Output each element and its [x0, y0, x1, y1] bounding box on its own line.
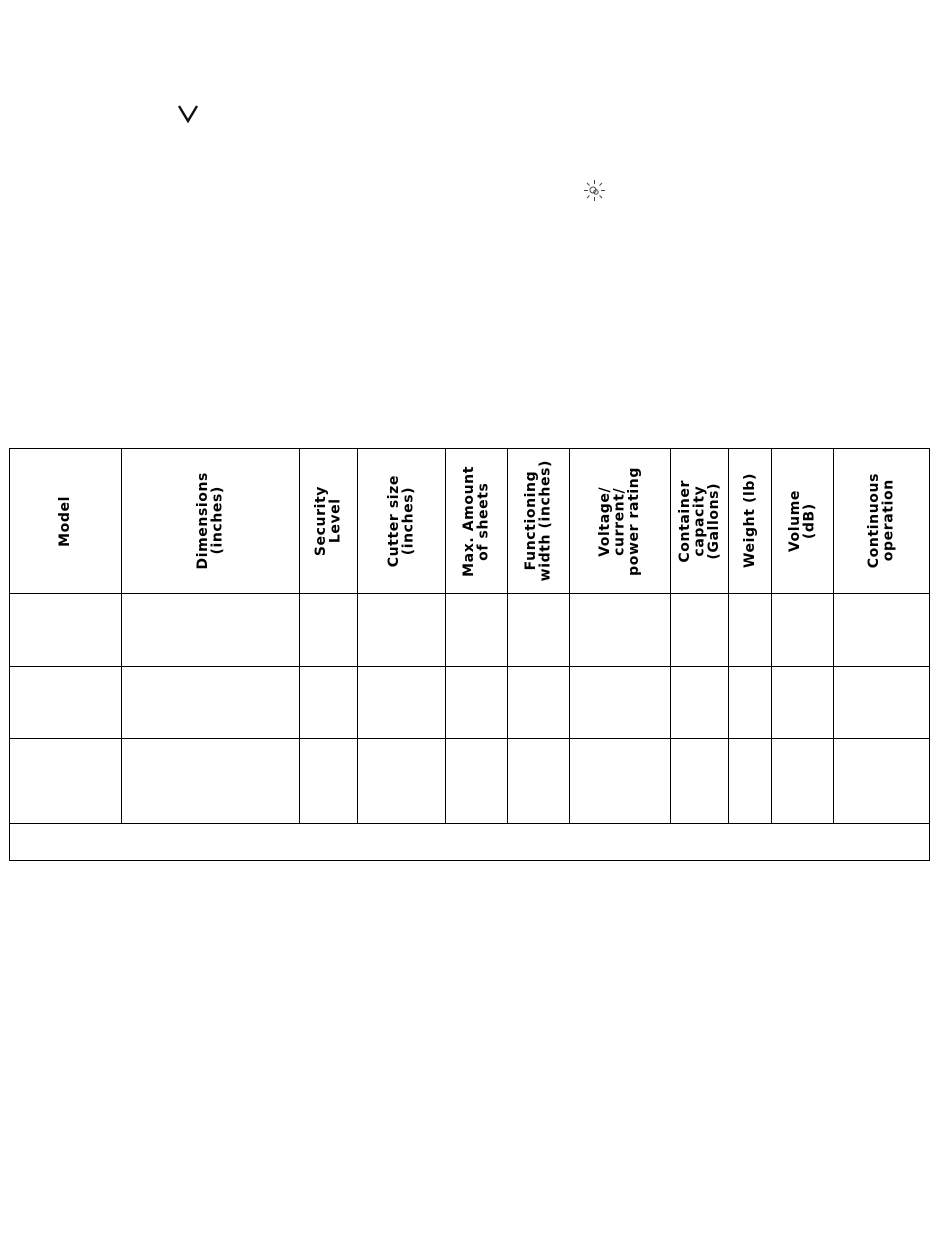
table-footer-cell [10, 824, 930, 861]
table-cell [772, 594, 834, 667]
header-max-sheets: Max. Amount of sheets [446, 449, 508, 594]
header-volume: Volume (dB) [772, 449, 834, 594]
table-cell [446, 667, 508, 739]
header-continuous-operation: Continuous operation [834, 449, 930, 594]
table-cell [10, 739, 122, 824]
table-cell [300, 667, 358, 739]
table-cell [729, 739, 772, 824]
table-cell [10, 594, 122, 667]
v-mark-icon [176, 101, 200, 125]
table-cell [446, 739, 508, 824]
header-dimensions: Dimensions (inches) [122, 449, 300, 594]
table-cell [300, 594, 358, 667]
table-cell [729, 594, 772, 667]
header-functioning-width: Functioning width (inches) [508, 449, 570, 594]
header-row [10, 449, 930, 594]
table-cell [300, 739, 358, 824]
table-cell [508, 667, 570, 739]
table-cell [122, 594, 300, 667]
table-cell [358, 739, 446, 824]
table-cell [772, 739, 834, 824]
header-cutter-size: Cutter size (inches) [358, 449, 446, 594]
table-cell [122, 667, 300, 739]
header-container-capacity: Container capacity (Gallons) [671, 449, 729, 594]
table-cell [772, 667, 834, 739]
header-weight: Weight (lb) [729, 449, 772, 594]
table-cell [570, 739, 671, 824]
sun-symbol-icon [583, 179, 606, 202]
table-cell [508, 594, 570, 667]
specification-table [9, 448, 930, 861]
header-model: Model [10, 449, 122, 594]
table-cell [834, 739, 930, 824]
table-cell [122, 739, 300, 824]
table-cell [570, 667, 671, 739]
table-cell [446, 594, 508, 667]
table-footer-row [10, 824, 930, 861]
table-cell [729, 667, 772, 739]
table-cell [570, 594, 671, 667]
table-row [10, 739, 930, 824]
table-cell [671, 667, 729, 739]
table-row [10, 594, 930, 667]
header-voltage-rating: Voltage/ current/ power rating [570, 449, 671, 594]
table-cell [834, 594, 930, 667]
table-cell [508, 739, 570, 824]
header-security-level: Security Level [300, 449, 358, 594]
table-row [10, 667, 930, 739]
table-cell [671, 739, 729, 824]
table-cell [834, 667, 930, 739]
table-cell [671, 594, 729, 667]
table-cell [358, 594, 446, 667]
table-cell [10, 667, 122, 739]
table-cell [358, 667, 446, 739]
